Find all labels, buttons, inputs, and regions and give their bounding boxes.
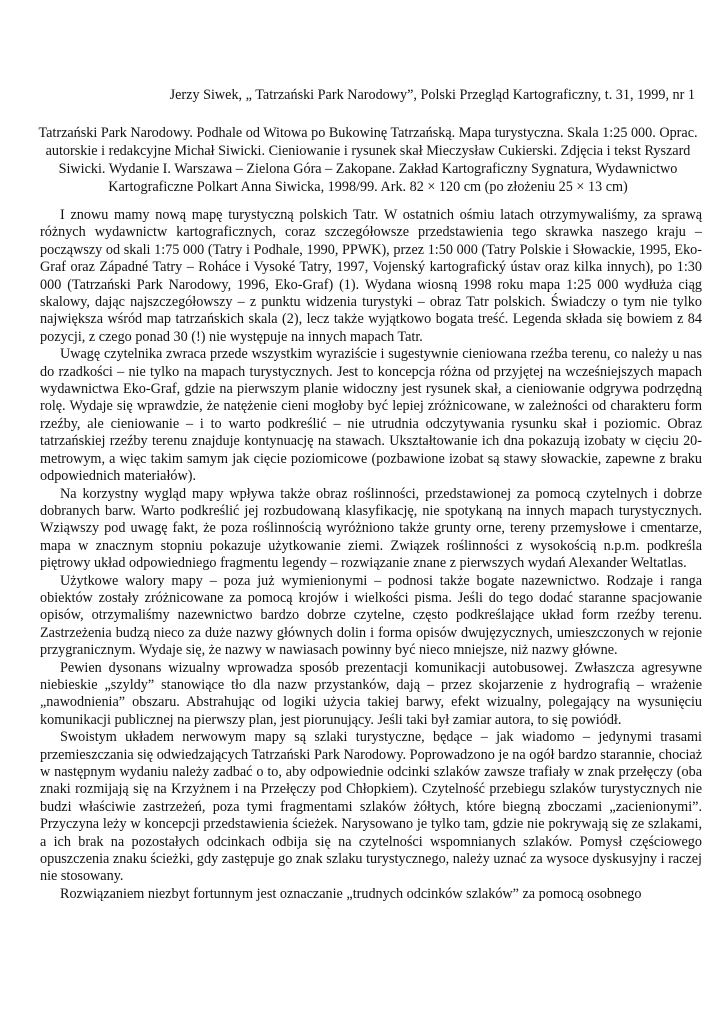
bibliographic-note: Tatrzański Park Narodowy. Podhale od Witowa po Bukowinę Tatrzańską. Mapa turystyczna. Skala 1:25 000. Oprac. autorskie i redakcyjne Michał Siwicki. Cieniowanie i rysunek skał Mieczysław Cukierski. Zdjęcia i tekst Ryszard Siwicki. Wydanie I. Warszawa – Zielona Góra – Zakopane. Zakład Kartograficzny Sygnatura, Wydawnictwo Kartograficzne Polkart Anna Siwicka, 1998/99. Ark. 82 × 120 cm (po złożeniu 25 × 13 cm) (38, 125, 698, 195)
paragraph: Swoistym układem nerwowym mapy są szlaki turystyczne, będące – jak wiadomo – jedynymi trasami przemieszczania się odwiedzających Tatrzański Park Narodowy. Poprowadzono je na ogół bardzo starannie, chociaż w następnym wydaniu należy zadbać o to, aby odpowiednie odcinki szlaków zawsze trafiały w znak przełęczy (oba znaki rozmijają się na Krzyżnem i na Przełęczy pod Chłopkiem). Czytelność przebiegu szlaków turystycznych nie budzi właściwie zastrzeżeń, poza tymi fragmentami szlaków żółtych, które biegną zboczami „zacienionymi”. Przyczyna leży w koncepcji przedstawienia ścieżek. Narysowano je tylko tam, gdzie nie pokrywają się ze szlakami, a ich brak na pozostałych odcinkach odbija się na czytelności wspomnianych szlaków. Pomysł częściowego opuszczenia znaku ścieżki, gdy zastępuje go znak szlaku turystycznego, należy uznać za wysoce dyskusyjny i raczej nie stosowany. (40, 729, 702, 885)
paragraph: I znowu mamy nową mapę turystyczną polskich Tatr. W ostatnich ośmiu latach otrzymywaliśmy, za sprawą różnych wydawnictw kartograficznych, coraz szczegółowsze przedstawienia tego skrawka naszego kraju – począwszy od skali 1:75 000 (Tatry i Podhale, 1990, PPWK), przez 1:50 000 (Tatry Polskie i Słowackie, 1995, Eko-Graf oraz Západné Tatry – Roháce i Vysoké Tatry, 1997, Vojenský kartografický ústav oraz kilka innych), po 1:30 000 (Tatrzański Park Narodowy, 1996, Eko-Graf) (1). Wydana wiosną 1998 roku mapa 1:25 000 wydłuża ciąg skalowy, dając najszczegółowszy – z punktu widzenia turystyki – obraz Tatr polskich. Świadczy o tym nie tylko największa wśród map tatrzańskich skala (2), lecz także wyjątkowo bogata treść. Legenda składa się bowiem z 84 pozycji, z czego ponad 30 (!) nie występuje na innych mapach Tatr. (40, 207, 702, 345)
article-body (40, 207, 702, 903)
paragraph: Na korzystny wygląd mapy wpływa także obraz roślinności, przedstawionej za pomocą czytelnych i dobrze dobranych barw. Warto podkreślić jej rozbudowaną klasyfikację, nie spotykaną na innych mapach turystycznych. Wziąwszy pod uwagę fakt, że poza roślinnością wyróżniono także grunty orne, tereny przemysłowe i cmentarze, mapa w znacznym stopniu pokazuje użytkowanie ziemi. Związek roślinności z wysokością n.p.m. podkreśla piętrowy układ odpowiedniego fragmentu legendy – rozwiązanie znane z pierwszych wydań Alexander Weltatlas. (40, 485, 702, 572)
paragraph: Pewien dysonans wizualny wprowadza sposób prezentacji komunikacji autobusowej. Zwłaszcza agresywne niebieskie „szyldy” stanowiące tło dla nazw przystanków, dają – przez skojarzenie z hydrografią – wrażenie „nawodnienia” obszaru. Abstrahując od logiki użycia takiej barwy, efekt wizualny, polegający na wysunięciu komunikacji publicznej na pierwszy plan, jest piorunujący. Jeśli taki był zamiar autora, to się powiódł. (40, 659, 702, 728)
citation-header: Jerzy Siwek, „ Tatrzański Park Narodowy”, Polski Przegląd Kartograficzny, t. 31, 1999, nr 1 (169, 87, 695, 103)
paragraph: Rozwiązaniem niezbyt fortunnym jest oznaczanie „trudnych odcinków szlaków” za pomocą osobnego (60, 885, 642, 902)
paragraph: Użytkowe walory mapy – poza już wymienionymi – podnosi także bogate nazewnictwo. Rodzaje i ranga obiektów zostały zróżnicowane za pomocą krojów i wielkości pisma. Jeśli do tego dodać staranne spacjowanie opisów, otrzymaliśmy nazewnictwo bardzo dobrze czytelne, często podkreślające układ form rzeźby terenu. Zastrzeżenia budzą nieco za duże nazwy głównych dolin i forma opisów dwujęzycznych, umieszczonych w rejonie przygranicznym. Wydaje się, że nazwy w nawiasach powinny być nieco mniejsze, niż nazwy główne. (40, 572, 702, 659)
paragraph: Uwagę czytelnika zwraca przede wszystkim wyraziście i sugestywnie cieniowana rzeźba terenu, co należy u nas do rzadkości – nie tylko na mapach turystycznych. Jest to koncepcja różna od przyjętej na wcześniejszych mapach wydawnictwa Eko-Graf, gdzie na pierwszym planie widoczny jest rysunek skał, a cieniowanie odgrywa podrzędną rolę. Wydaje się wprawdzie, że natężenie cieni mogłoby być lepiej zróżnicowane, w zależności od charakteru form rzeźby, ale cieniowanie – i to warto podkreślić – nie utrudnia odczytywania rysunku skał i poziomic. Obraz tatrzańskiej rzeźby terenu znajduje kontynuację na stawach. Ukształtowanie ich dna pokazują izobaty w cięciu 20-metrowym, a więc takim samym jak cięcie poziomicowe (pozbawione izobat są stawy słowackie, zapewne z braku odpowiednich materiałów). (40, 346, 702, 485)
